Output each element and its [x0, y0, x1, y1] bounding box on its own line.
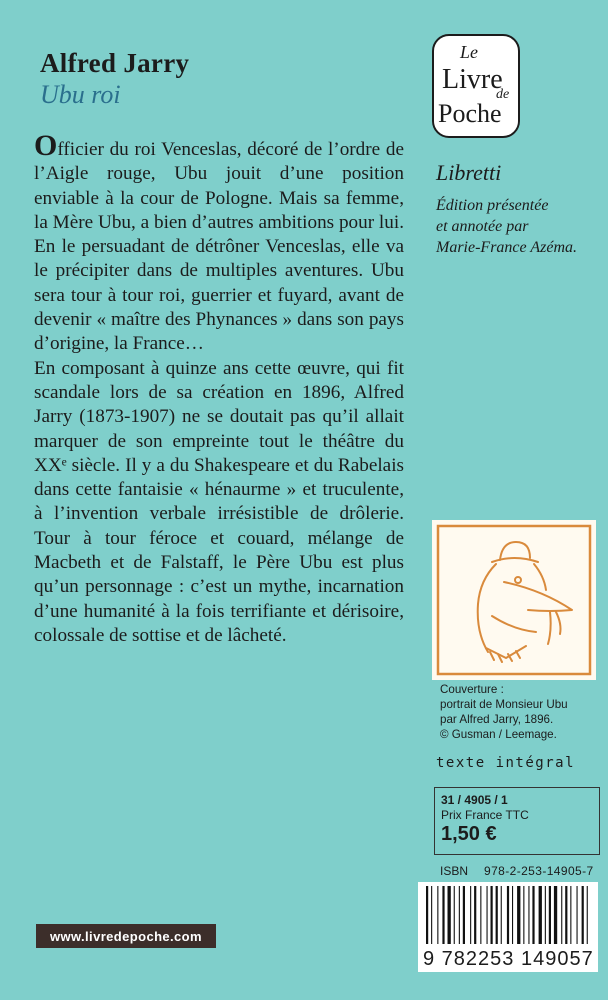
- edition-line-1: Édition présentée: [436, 197, 549, 214]
- edition-credit: [436, 195, 601, 258]
- price-value: 1,50 €: [441, 823, 497, 845]
- price-label: Prix France TTC: [441, 808, 529, 822]
- logo-text-livre: Livre: [442, 64, 503, 95]
- website-url: www.livredepoche.com: [36, 924, 216, 948]
- logo-text-poche: Poche: [438, 99, 502, 128]
- livre-de-poche-logo: [430, 32, 522, 140]
- caption-line-1: Couverture :: [440, 683, 504, 696]
- barcode-icon: [418, 884, 598, 946]
- logo-text-de: de: [496, 87, 510, 102]
- blurb-paragraph-2: En composant à quinze ans cette œuvre, qui fit scandale lors de sa création en 1896, Alfred Jarry (1873-1907) ne se doutait pas qu’il allait marquer de son empreinte tout le théâtre du XXᵉ siècle. Il y a du Shakespeare et du Rabelais dans cette fantaisie « hénaurme » et truculente, à l’invention verbale irrésistible de drôlerie. Tour à tour féroce et couard, mélange de Macbeth et de Falstaff, le Père Ubu est plus qu’un personnage : c’est un mythe, incarnation d’une humanité à la fois terrifiante et dérisoire, colossale de sottise et de lâcheté.: [34, 357, 404, 646]
- caption-line-4: © Gusman / Leemage.: [440, 728, 557, 741]
- blurb-paragraph-1: [34, 129, 404, 357]
- edition-line-2: et annotée par: [436, 218, 529, 235]
- caption-line-3: par Alfred Jarry, 1896.: [440, 713, 554, 726]
- drop-cap: O: [34, 129, 58, 162]
- book-title: Ubu roi: [40, 80, 121, 109]
- ubu-portrait-drawing: [432, 520, 596, 680]
- author-name: Alfred Jarry: [40, 48, 190, 78]
- isbn: [440, 864, 594, 878]
- caption-line-2: portrait de Monsieur Ubu: [440, 698, 568, 711]
- edition-line-3: Marie-France Azéma.: [436, 239, 577, 256]
- cover-caption: [440, 682, 568, 742]
- blurb-paragraph-1-text: fficier du roi Venceslas, décoré de l’ordre de l’Aigle rouge, Ubu jouit d’une position enviable à la cour de Pologne. Mais sa femme, la Mère Ubu, a bien d’autres ambitions pour lui. En le persuadant de détrôner Venceslas, elle va le précipiter dans de multiples aventures. Ubu sera tour à tour roi, guerrier et fuyard, avant de devenir « maître des Phynances » dans son pays d’origine, la France…: [34, 139, 404, 355]
- reference-number: 31 / 4905 / 1: [441, 793, 508, 807]
- texte-integral-label: texte intégral: [436, 755, 576, 771]
- isbn-number: 978-2-253-14905-7: [484, 864, 594, 878]
- logo-text-le: Le: [460, 42, 478, 62]
- isbn-label: ISBN: [440, 864, 469, 878]
- barcode-digits: 9 782253 149057: [423, 948, 594, 970]
- back-cover-blurb: [34, 129, 404, 648]
- collection-name: Libretti: [436, 160, 502, 185]
- price-box: [434, 787, 600, 855]
